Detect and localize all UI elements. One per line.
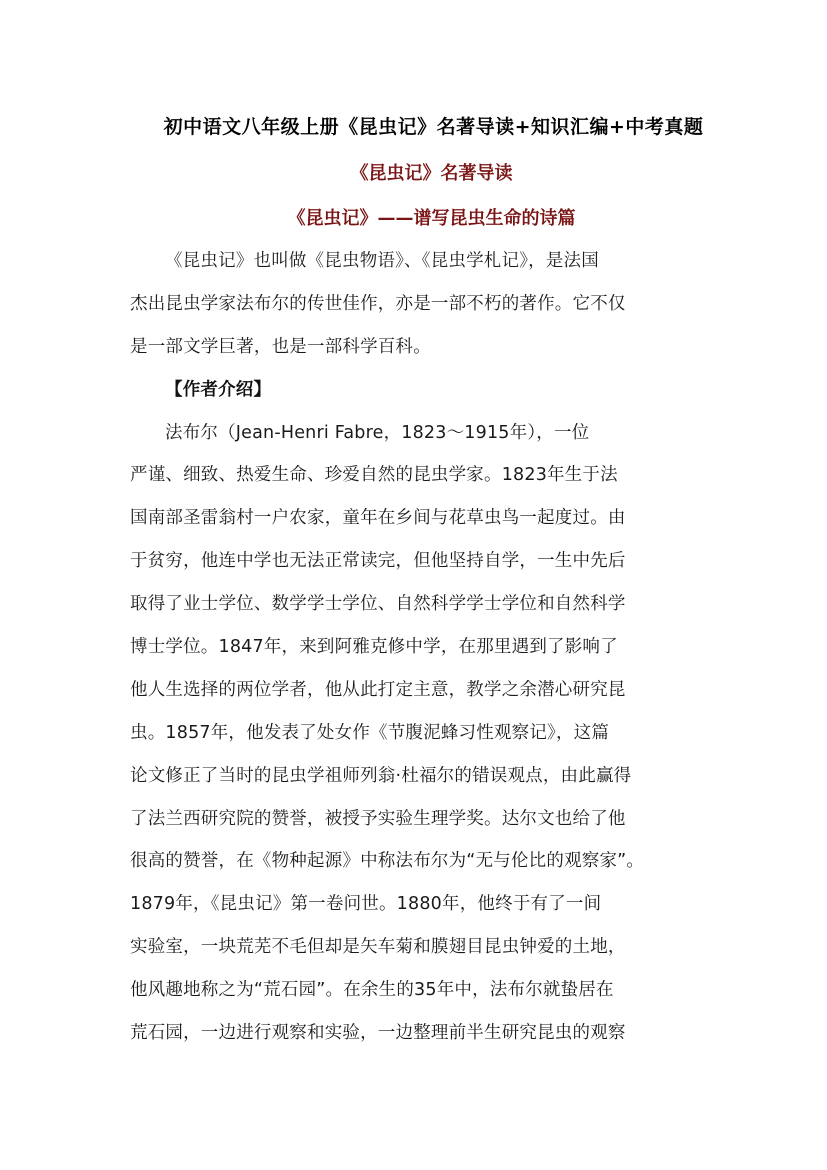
- paragraph-line: 虫。1857年，他发表了处女作《节腹泥蜂习性观察记》，这篇: [130, 722, 610, 743]
- paragraph-line: 荒石园，一边进行观察和实验，一边整理前半生研究昆虫的观察: [130, 1023, 626, 1044]
- paragraph-line: 他人生选择的两位学者，他从此打定主意，教学之余潜心研究昆: [130, 679, 626, 700]
- paragraph-line: 《昆虫记》也叫做《昆虫物语》、《昆虫学札记》，是法国: [165, 251, 599, 271]
- body-text: [130, 240, 710, 1055]
- paragraph-line: 了法兰西研究院的赞誉，被授予实验生理学奖。达尔文也给了他: [130, 808, 626, 829]
- paragraph-line: 于贫穷，他连中学也无法正常读完，但他坚持自学，一生中先后: [130, 551, 626, 572]
- paragraph-line: 论文修正了当时的昆虫学祖师列翁·杜福尔的错误观点，由此赢得: [130, 765, 632, 786]
- paragraph-line: 是一部文学巨著，也是一部科学百科。: [130, 336, 431, 357]
- paragraph-line: 杰出昆虫学家法布尔的传世佳作，亦是一部不朽的著作。它不仅: [130, 293, 626, 314]
- paragraph-line: 法布尔（Jean-Henri Fabre，1823～1915年），一位: [165, 422, 590, 443]
- paragraph-line: 实验室，一块荒芜不毛但却是矢车菊和膜翅目昆虫钟爱的土地，: [130, 937, 626, 958]
- document-title: 初中语文八年级上册《昆虫记》名著导读+知识汇编+中考真题: [163, 116, 704, 138]
- paragraph-line: 国南部圣雷翁村一户农家，童年在乡间与花草虫鸟一起度过。由: [130, 508, 626, 529]
- paragraph-line: 他风趣地称之为“荒石园”。在余生的35年中，法布尔就蛰居在: [130, 980, 614, 1001]
- paragraph-line: 很高的赞誉，在《物种起源》中称法布尔为“无与伦比的观察家”。: [130, 851, 645, 872]
- paragraph-line: 严谨、细致、热爱生命、珍爱自然的昆虫学家。1823年生于法: [130, 465, 618, 486]
- paragraph-line: 博士学位。1847年，来到阿雅克修中学，在那里遇到了影响了: [130, 637, 618, 658]
- section-title: 《昆虫记》名著导读: [350, 163, 513, 184]
- section-subtitle: 《昆虫记》——谱写昆虫生命的诗篇: [287, 208, 576, 229]
- paragraph-line: 1879年，《昆虫记》第一卷问世。1880年，他终于有了一间: [130, 894, 602, 915]
- paragraph-line: 取得了业士学位、数学学士学位、自然科学学士学位和自然科学: [130, 594, 626, 615]
- author-section-heading: 【作者介绍】: [165, 379, 272, 400]
